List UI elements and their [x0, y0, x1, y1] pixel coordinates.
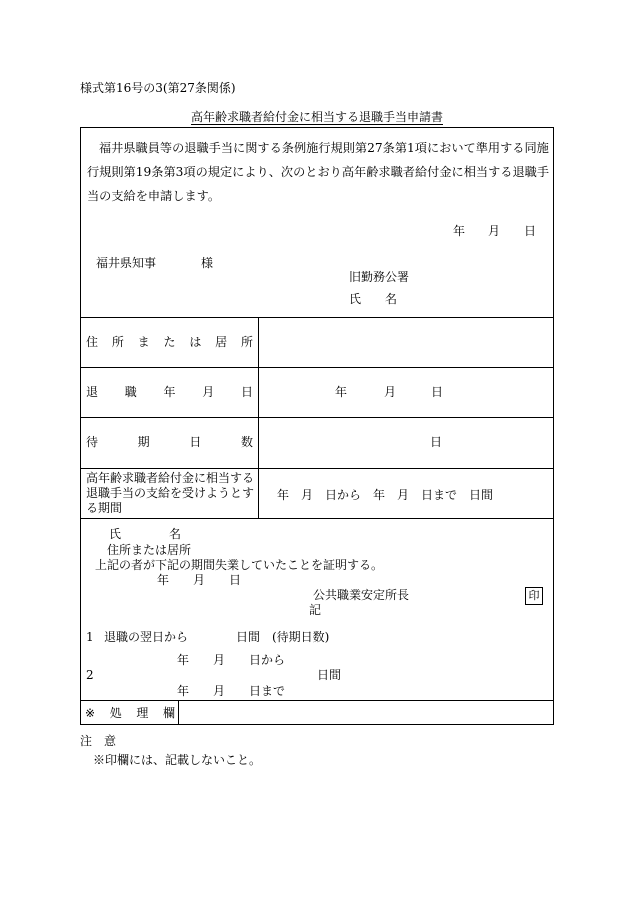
employment-office-label: 公共職業安定所長 [313, 588, 410, 602]
row-divider [81, 468, 553, 469]
address-label-text: 住 所 ま た は 居 所 [86, 335, 253, 349]
address-row-label [86, 335, 253, 349]
waiting-days-unit: 日 [430, 435, 443, 449]
period-label-line1: 高年齢求職者給付金に相当する [86, 471, 255, 485]
row-divider [81, 367, 553, 368]
item1-number: 1 [86, 630, 94, 644]
row-divider [81, 518, 553, 519]
notes-item: ※印欄には、記載しないこと。 [93, 753, 262, 767]
item2-number: 2 [86, 668, 94, 682]
processing-label-text: ※ 処 理 欄 [85, 706, 175, 720]
certificate-name-label: 氏 名 [109, 527, 182, 541]
application-date-year: 年 [453, 224, 466, 238]
certificate-address-label: 住所または居所 [107, 543, 192, 557]
form-number: 様式第16号の3(第27条関係) [80, 81, 236, 95]
applicant-name-label: 氏 名 [349, 292, 398, 306]
application-statement: 福井県職員等の退職手当に関する条例施行規則第27条第1項において準用する同施行規則第19条第3項の規定により、次のとおり高年齢求職者給付金に相当する退職手当の支給を申請します。 [87, 141, 550, 203]
retirement-year: 年 [335, 385, 348, 399]
addressee-honorific: 様 [201, 256, 214, 270]
former-office-label: 旧勤務公署 [349, 270, 410, 284]
item1-text: 退職の翌日から 日間 (待期日数) [104, 630, 330, 644]
retirement-day: 日 [431, 385, 444, 399]
item2-days: 日間 [317, 668, 342, 682]
waiting-days-row-label [86, 435, 253, 449]
payment-period-value: 年 月 日から 年 月 日まで 日間 [277, 488, 494, 502]
application-form-frame [80, 127, 554, 725]
waiting-label-text: 待 期 日 数 [86, 435, 253, 449]
certificate-date: 年 月 日 [157, 573, 242, 587]
processing-field-label [85, 706, 175, 720]
row-divider [81, 317, 553, 318]
row-divider [81, 700, 553, 701]
retirement-label-text: 退 職 年 月 日 [86, 385, 253, 399]
column-divider [258, 317, 259, 518]
item2-to: 年 月 日まで [177, 684, 286, 698]
notes-title: 注 意 [80, 734, 117, 748]
period-label-line3: る期間 [86, 501, 123, 515]
ki-heading: 記 [309, 603, 322, 617]
row-divider [81, 417, 553, 418]
column-divider [178, 700, 179, 724]
certificate-statement: 上記の者が下記の期間失業していたことを証明する。 [95, 558, 384, 572]
retirement-month: 月 [384, 385, 397, 399]
application-date-day: 日 [524, 224, 537, 238]
item2-from: 年 月 日から [177, 653, 286, 667]
period-label-line2: 退職手当の支給を受けようとす [86, 486, 255, 500]
seal-box: 印 [525, 587, 543, 605]
application-date-month: 月 [488, 224, 501, 238]
addressee: 福井県知事 [96, 256, 157, 270]
form-title: 高年齢求職者給付金に相当する退職手当申請書 [190, 110, 443, 124]
retirement-date-row-label [86, 385, 253, 399]
